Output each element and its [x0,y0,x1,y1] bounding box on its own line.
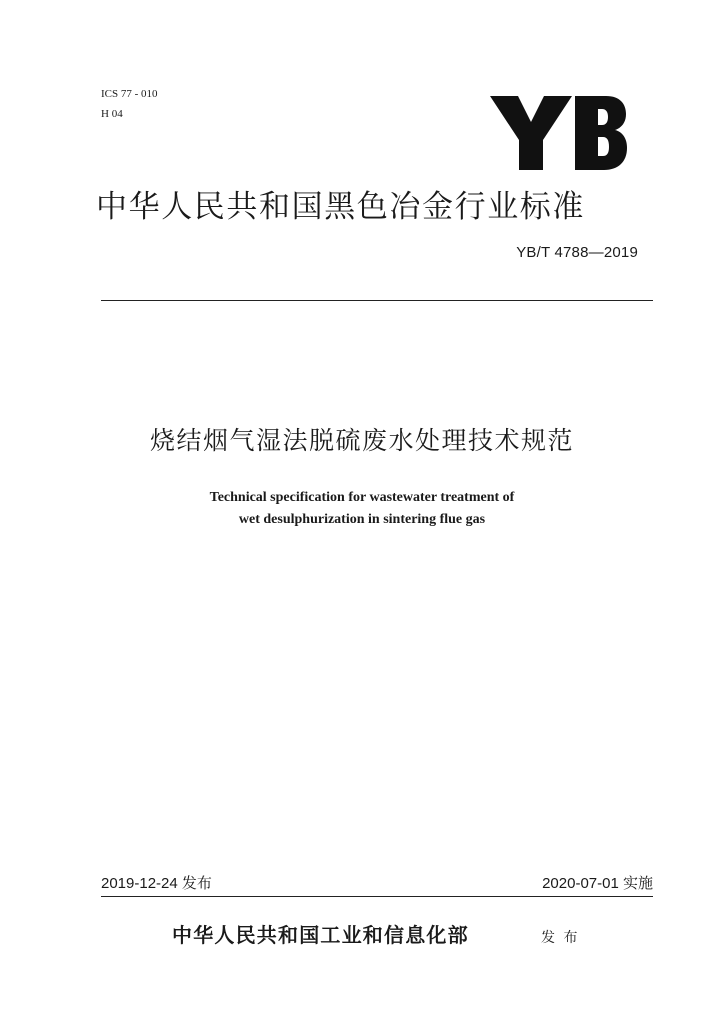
document-title-chinese: 烧结烟气湿法脱硫废水处理技术规范 [149,426,574,455]
standard-number: YB/T 4788—2019 [516,244,638,261]
bottom-divider [101,896,653,897]
document-title-english [0,487,724,531]
english-title-line-1: Technical specification for wastewater treatment of [209,490,515,505]
ics-code: ICS 77 - 010 [101,88,158,100]
yb-logo [488,92,628,174]
english-title-line-2: wet desulphurization in sintering flue gas [238,512,486,527]
publish-label: 发 布 [541,930,580,946]
ccs-code: H 04 [101,108,123,120]
implementation-date: 2020-07-01 实施 [542,875,653,892]
yb-logo-graphic [488,92,628,174]
standard-category-title: 中华人民共和国黑色冶金行业标准 [96,189,585,225]
top-divider [101,300,653,301]
issue-date: 2019-12-24 发布 [101,875,212,892]
publisher-name: 中华人民共和国工业和信息化部 [172,923,469,947]
